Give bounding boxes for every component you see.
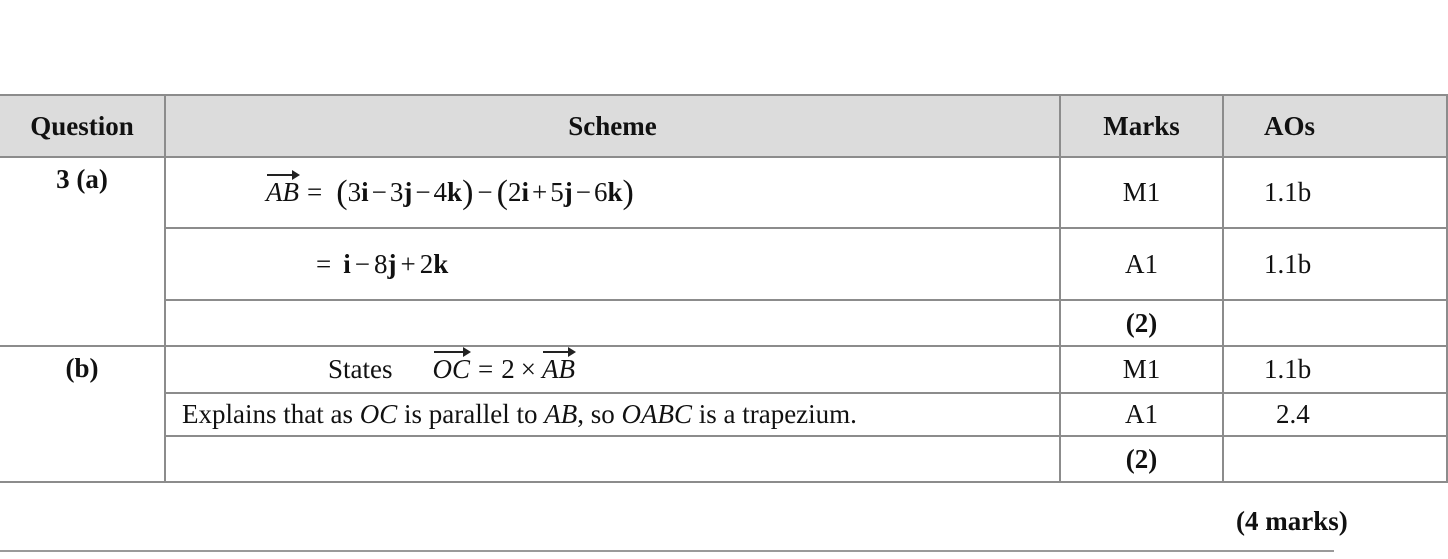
explain-text: is parallel to bbox=[403, 399, 538, 429]
ao-cell bbox=[1223, 300, 1447, 346]
ao-cell bbox=[1223, 346, 1447, 393]
paren-open: ( bbox=[336, 173, 348, 211]
unit-i: i bbox=[521, 177, 529, 207]
scheme-explanation bbox=[166, 394, 1059, 435]
operator: − bbox=[415, 177, 431, 207]
bottom-divider bbox=[0, 550, 1334, 552]
operator: − bbox=[575, 177, 591, 207]
coef: 4 bbox=[433, 177, 448, 207]
ao-cell bbox=[1223, 157, 1447, 228]
coef: 2 bbox=[501, 354, 515, 384]
marks-cell bbox=[1060, 157, 1223, 228]
explain-oc: OC bbox=[359, 399, 398, 429]
scheme-expression bbox=[166, 158, 1059, 227]
explain-text: Explains that as bbox=[182, 399, 353, 429]
vector-ab: AB bbox=[266, 177, 299, 207]
marks-cell bbox=[1060, 436, 1223, 482]
marks-cell bbox=[1060, 300, 1223, 346]
mark-value: M1 bbox=[1122, 177, 1161, 207]
coef: 3 bbox=[389, 177, 404, 207]
paren-open: ( bbox=[496, 173, 508, 211]
operator: − bbox=[477, 177, 493, 207]
unit-j: j bbox=[563, 177, 573, 207]
unit-i: i bbox=[343, 248, 351, 279]
header-aos: AOs bbox=[1223, 95, 1447, 157]
scheme-cell bbox=[165, 436, 1060, 482]
ao-cell bbox=[1223, 228, 1447, 300]
paren-close: ) bbox=[462, 173, 474, 211]
subtotal-value: (2) bbox=[1125, 443, 1158, 474]
scheme-cell bbox=[165, 157, 1060, 228]
states-text: States bbox=[328, 354, 393, 384]
header-question: Question bbox=[0, 95, 165, 157]
question-label-cell bbox=[0, 346, 165, 482]
equals-sign: = bbox=[316, 248, 332, 279]
total-marks: (4 marks) bbox=[1236, 506, 1348, 536]
operator: + bbox=[531, 177, 548, 207]
mark-value: A1 bbox=[1125, 399, 1158, 429]
equals-sign: = bbox=[478, 354, 494, 384]
scheme-cell bbox=[165, 346, 1060, 393]
ao-value: 2.4 bbox=[1276, 399, 1310, 429]
mark-scheme-table bbox=[0, 94, 1448, 483]
coef: 3 bbox=[347, 177, 362, 207]
unit-k: k bbox=[607, 177, 623, 207]
operator: − bbox=[354, 248, 370, 279]
table-row bbox=[0, 393, 1447, 436]
explain-text: is a trapezium. bbox=[698, 399, 857, 429]
ao-cell bbox=[1223, 436, 1447, 482]
vector-ab: AB bbox=[541, 354, 575, 384]
operator: − bbox=[371, 177, 387, 207]
scheme-cell bbox=[165, 393, 1060, 436]
question-label: (b) bbox=[65, 353, 99, 383]
explain-text: , so bbox=[577, 399, 615, 429]
coef: 2 bbox=[507, 177, 522, 207]
ao-value: 1.1b bbox=[1264, 354, 1312, 384]
coef: 6 bbox=[593, 177, 608, 207]
table-row bbox=[0, 346, 1447, 393]
coef: 2 bbox=[419, 248, 434, 279]
question-label: 3 (a) bbox=[56, 164, 108, 194]
marks-cell bbox=[1060, 346, 1223, 393]
scheme-expression bbox=[166, 347, 1059, 392]
operator: × bbox=[520, 354, 536, 384]
ao-cell bbox=[1223, 393, 1447, 436]
vector-oc: OC bbox=[432, 354, 471, 384]
unit-k: k bbox=[433, 248, 449, 279]
equals-sign: = bbox=[307, 177, 323, 207]
marks-cell bbox=[1060, 393, 1223, 436]
mark-value: A1 bbox=[1125, 248, 1158, 279]
operator: + bbox=[400, 248, 416, 279]
unit-i: i bbox=[361, 177, 369, 207]
scheme-expression bbox=[166, 229, 1059, 299]
ao-value: 1.1b bbox=[1264, 248, 1312, 279]
question-label-cell bbox=[0, 157, 165, 346]
subtotal-value: (2) bbox=[1125, 307, 1158, 338]
unit-k: k bbox=[447, 177, 463, 207]
unit-j: j bbox=[387, 248, 397, 279]
header-row bbox=[0, 95, 1447, 157]
table-row bbox=[0, 157, 1447, 228]
paren-close: ) bbox=[622, 173, 634, 211]
header-scheme: Scheme bbox=[165, 95, 1060, 157]
table-row bbox=[0, 228, 1447, 300]
header-marks: Marks bbox=[1060, 95, 1223, 157]
scheme-cell bbox=[165, 228, 1060, 300]
coef: 8 bbox=[373, 248, 388, 279]
unit-j: j bbox=[403, 177, 413, 207]
coef: 5 bbox=[550, 177, 564, 207]
explain-oabc: OABC bbox=[621, 399, 692, 429]
explain-ab: AB bbox=[544, 399, 578, 429]
scheme-cell bbox=[165, 300, 1060, 346]
ao-value: 1.1b bbox=[1264, 177, 1312, 207]
table-row bbox=[0, 300, 1447, 346]
mark-value: M1 bbox=[1122, 354, 1161, 384]
table-row bbox=[0, 436, 1447, 482]
marks-cell bbox=[1060, 228, 1223, 300]
